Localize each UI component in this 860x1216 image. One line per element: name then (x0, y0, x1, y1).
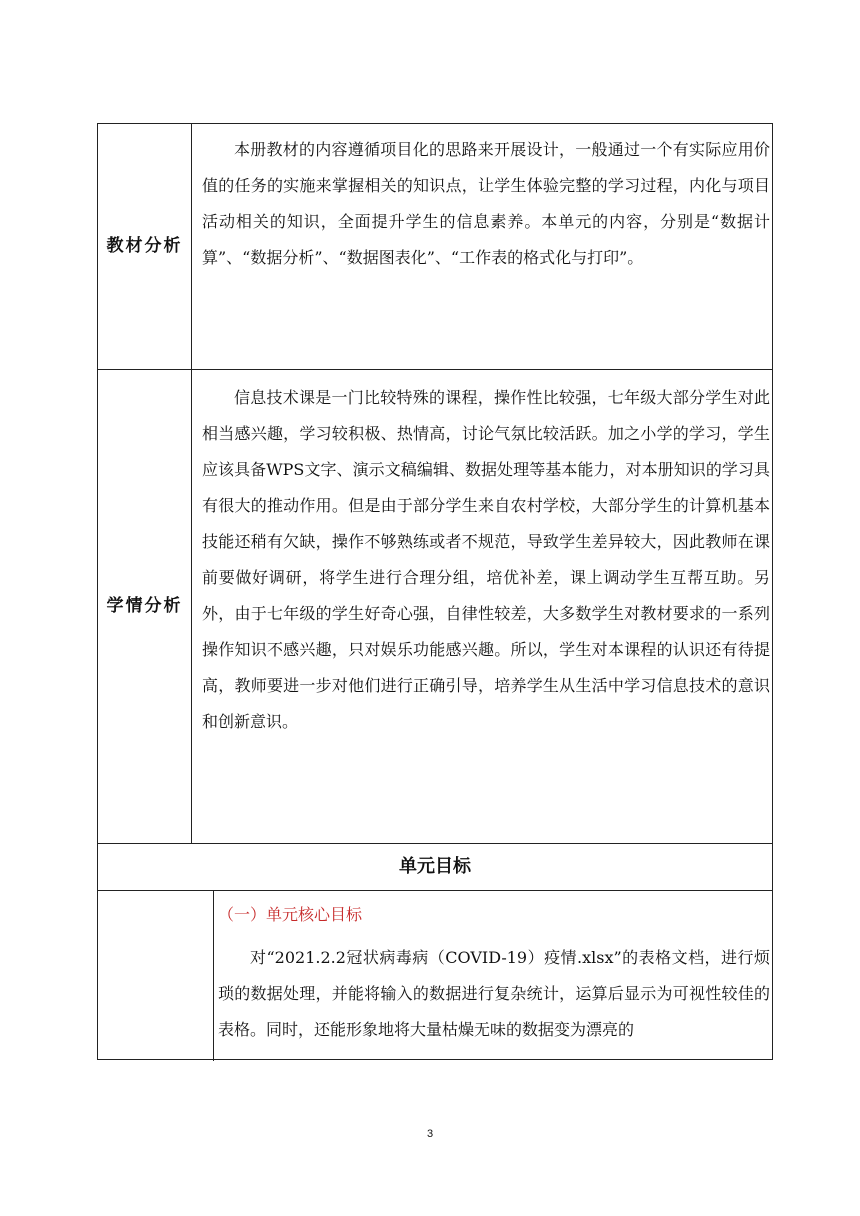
page-number: 3 (426, 1128, 434, 1140)
student-analysis-text: 信息技术课是一门比较特殊的课程，操作性比较强，七年级大部分学生对此相当感兴趣，学习较积极、热情高，讨论气氛比较活跃。加之小学的学习，学生应该具备WPS文字、演示文稿编辑、数据处理等基本能力，对本册知识的学习具有很大的推动作用。但是由于部分学生来自农村学校，大部分学生的计算机基本技能还稍有欠缺，操作不够熟练或者不规范，导致学生差异较大，因此教师在课前要做好调研，将学生进行合理分组，培优补差，课上调动学生互帮互助。另外，由于七年级的学生好奇心强，自律性较差，大多数学生对教材要求的一系列操作知识不感兴趣，只对娱乐功能感兴趣。所以，学生对本课程的认识还有待提高，教师要进一步对他们进行正确引导，培养学生从生活中学习信息技术的意识和创新意识。 (202, 388, 770, 731)
row-separator-1 (98, 369, 772, 370)
row-separator-3 (98, 890, 772, 891)
row2-divider (191, 370, 192, 843)
textbook-analysis-label: 教材分析 (106, 236, 183, 256)
lesson-plan-table (97, 123, 773, 1060)
core-goal-subheading: （一）单元核心目标 (218, 905, 363, 924)
textbook-analysis-text: 本册教材的内容遵循项目化的思路来开展设计，一般通过一个有实际应用价值的任务的实施来掌握相关的知识点，让学生体验完整的学习过程，内化与项目活动相关的知识，全面提升学生的信息素养。本单元的内容，分别是“数据计算”、“数据分析”、“数据图表化”、“工作表的格式化与打印”。 (202, 140, 770, 267)
row1-divider (191, 124, 192, 369)
unit-goal-title: 单元目标 (399, 856, 471, 877)
core-goal-text: 对“2021.2.2冠状病毒病（COVID-19）疫情.xlsx”的表格文档，进行烦琐的数据处理，并能将输入的数据进行复杂统计，运算后显示为可视性较佳的表格。同时，还能形象地将大量枯燥无味的数据变为漂亮的 (218, 948, 770, 1039)
student-analysis-label: 学情分析 (106, 596, 183, 616)
row4-divider (213, 891, 214, 1061)
